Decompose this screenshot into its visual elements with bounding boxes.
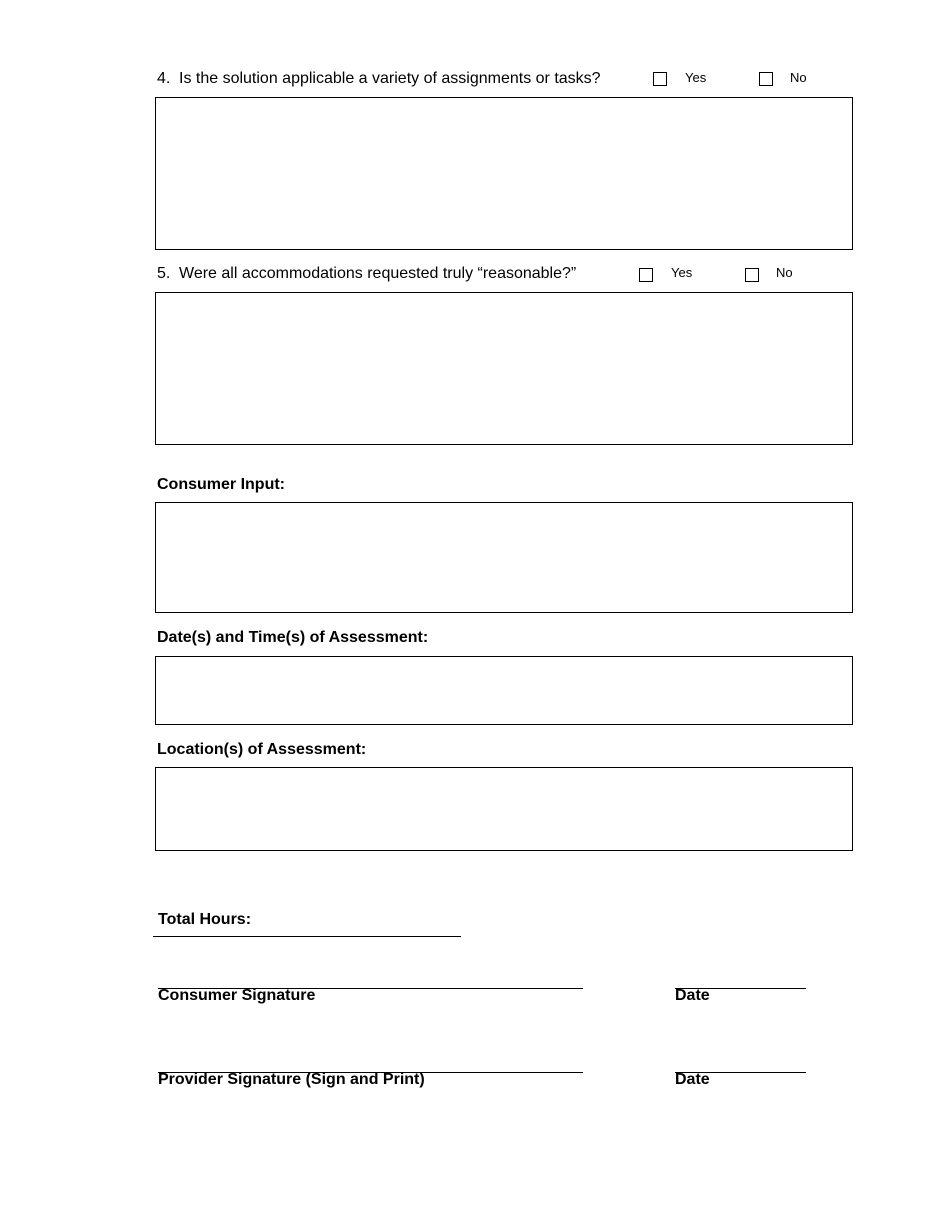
dates-times-heading: Date(s) and Time(s) of Assessment:: [157, 629, 429, 646]
question-5-no-checkbox[interactable]: [745, 268, 759, 282]
question-5-no-label: No: [776, 265, 793, 280]
question-5-number: 5.: [157, 265, 171, 282]
total-hours-label: Total Hours:: [158, 911, 252, 928]
consumer-input-heading: Consumer Input:: [157, 476, 285, 493]
question-5-answer-box[interactable]: [155, 292, 853, 445]
consumer-input-box[interactable]: [155, 502, 853, 613]
provider-date-label: Date: [675, 1071, 710, 1088]
question-5-yes-label: Yes: [671, 265, 693, 280]
question-4-no-label: No: [790, 70, 807, 85]
dates-times-box[interactable]: [155, 656, 853, 725]
question-4-yes-checkbox[interactable]: [653, 72, 667, 86]
consumer-date-label: Date: [675, 987, 710, 1004]
question-4-number: 4.: [157, 70, 171, 87]
total-hours-line[interactable]: [153, 936, 461, 937]
consumer-signature-label: Consumer Signature: [158, 987, 316, 1004]
locations-heading: Location(s) of Assessment:: [157, 741, 367, 758]
question-4-answer-box[interactable]: [155, 97, 853, 250]
question-5-yes-checkbox[interactable]: [639, 268, 653, 282]
provider-signature-label: Provider Signature (Sign and Print): [158, 1071, 425, 1088]
question-4-text: Is the solution applicable a variety of assignments or tasks?: [179, 70, 601, 87]
question-4-yes-label: Yes: [685, 70, 707, 85]
question-4-no-checkbox[interactable]: [759, 72, 773, 86]
locations-box[interactable]: [155, 767, 853, 851]
question-5-text: Were all accommodations requested truly “reasonable?”: [179, 265, 577, 282]
